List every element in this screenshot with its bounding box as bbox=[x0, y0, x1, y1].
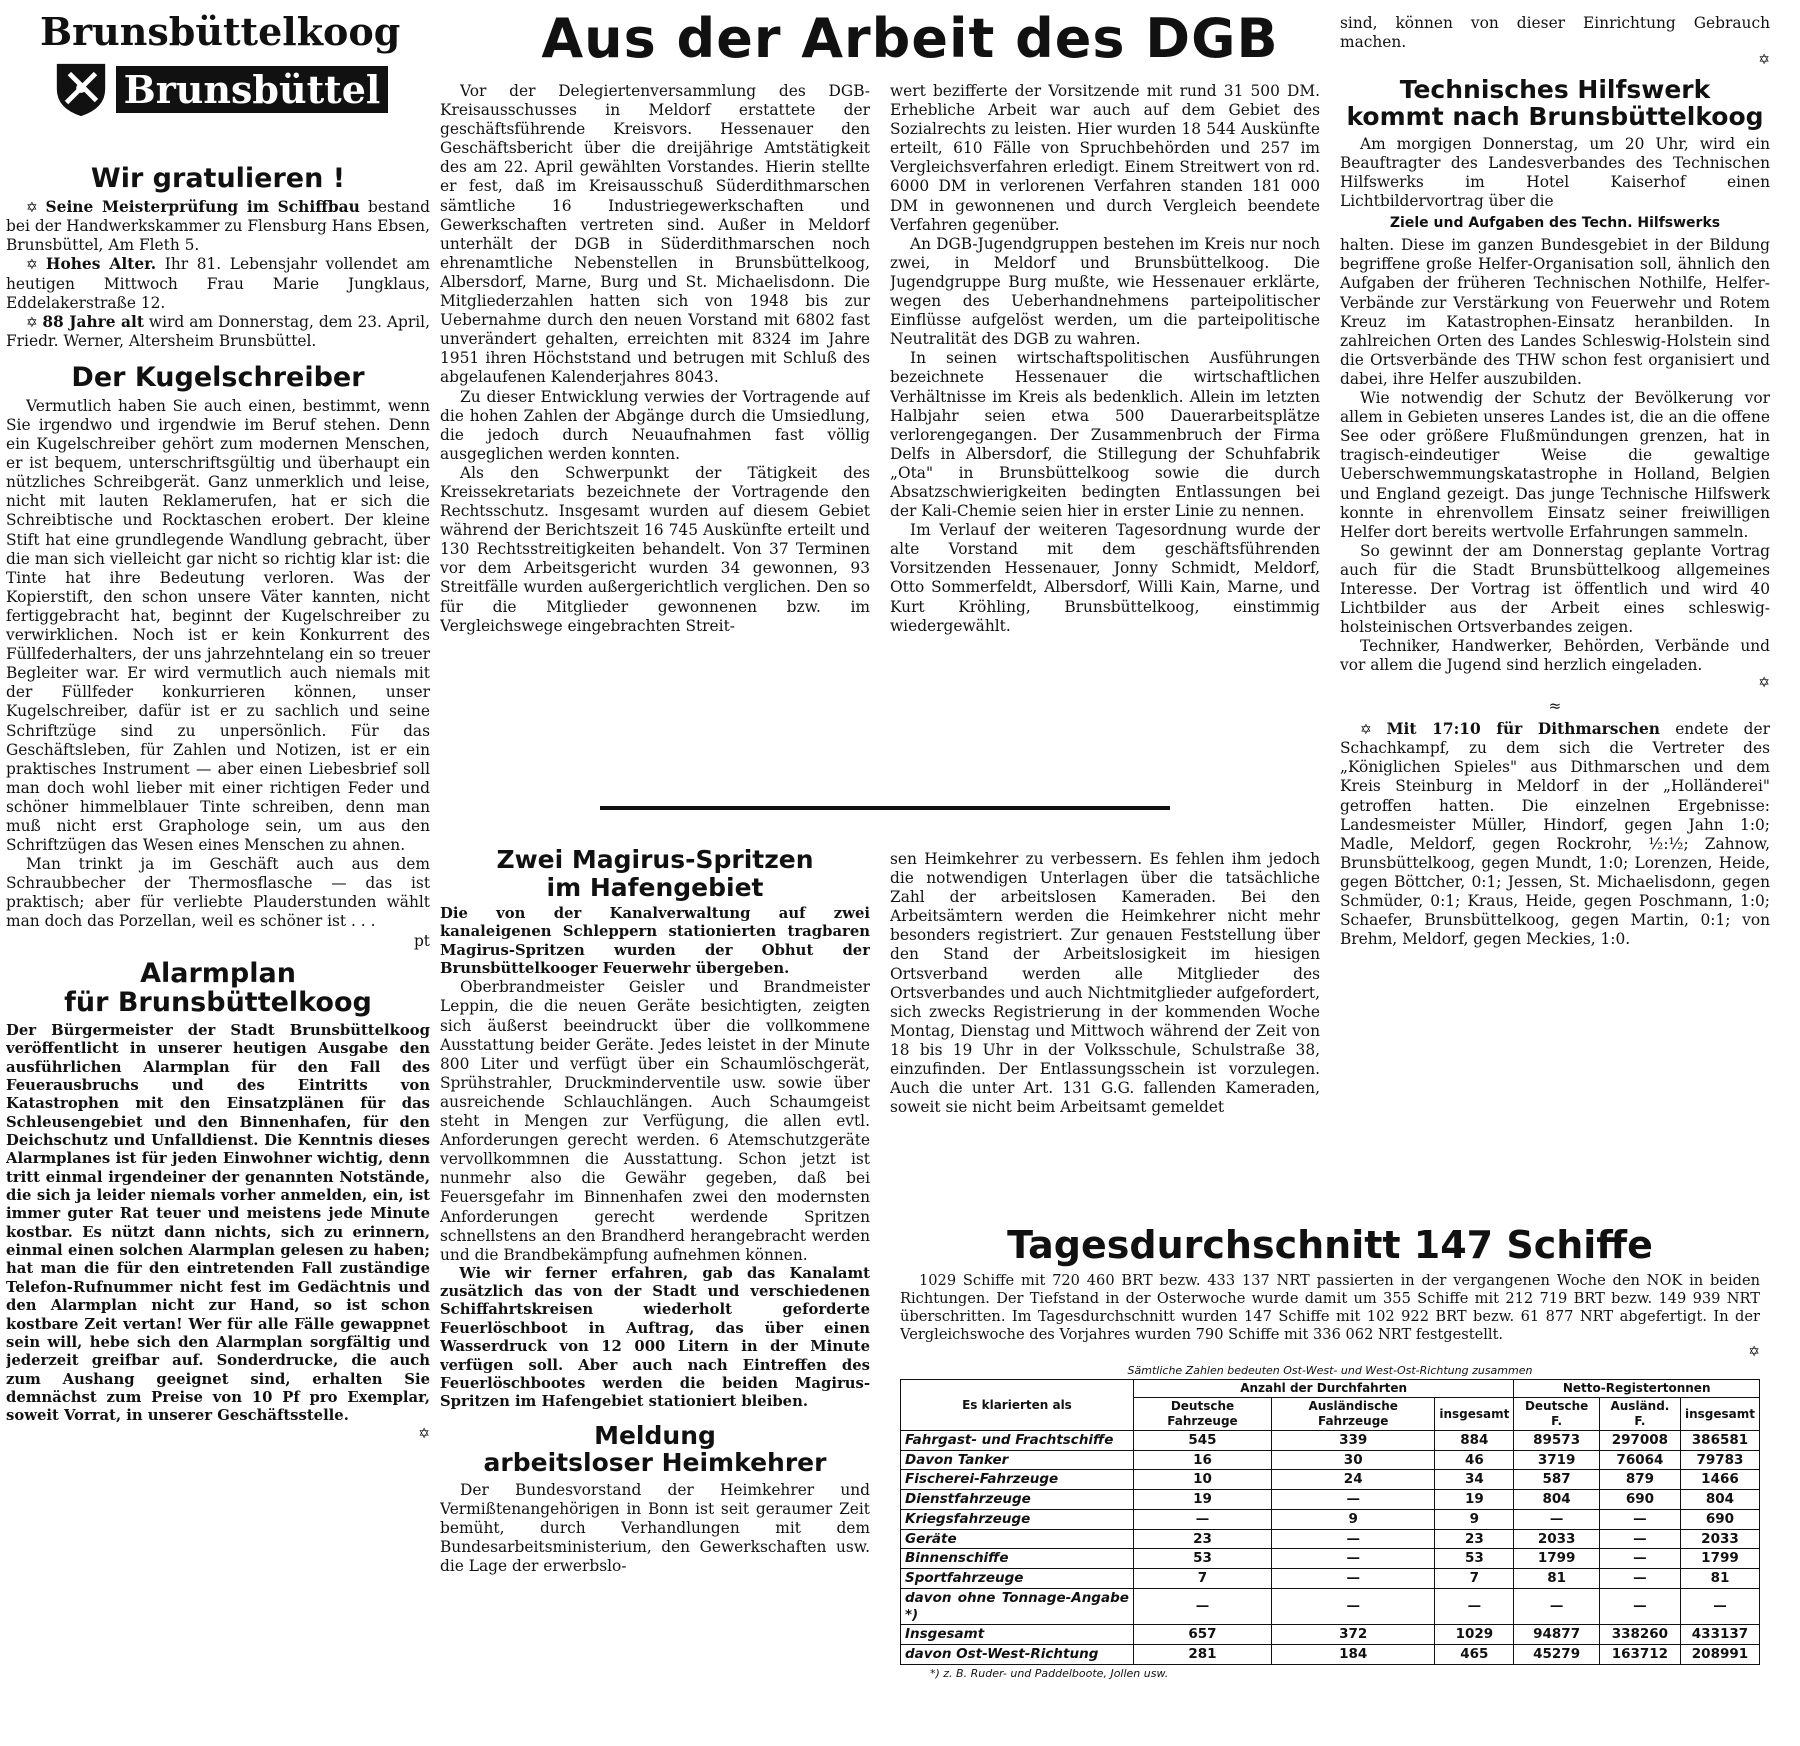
table-row bbox=[901, 1490, 1760, 1510]
row-label: davon ohne Tonnage-Angabe *) bbox=[901, 1588, 1134, 1624]
col-header-category: Es klarierten als bbox=[901, 1380, 1134, 1431]
table-cell: 879 bbox=[1599, 1470, 1680, 1490]
table-cell: 2033 bbox=[1680, 1529, 1759, 1549]
col-header: Ausländ. F. bbox=[1599, 1398, 1680, 1431]
table-cell: 208991 bbox=[1680, 1645, 1759, 1665]
meldung-paragraph: Der Bundesvorstand der Heimkehrer und Vermißtenangehörigen in Bonn ist seit geraumer Zeit bemüht, durch Verhandlungen mit dem Bundesarbeitsministerium, den Gewerkschaften usw. die Lage der erwerbslo- bbox=[440, 1480, 870, 1575]
thw-subtitle: Ziele und Aufgaben des Techn. Hilfswerks bbox=[1389, 214, 1721, 231]
dgb-paragraph-3: Als den Schwerpunkt der Tätigkeit des Kreissekretariats bezeichnete der Vortragende den Rechtsschutz. Insgesamt wurden auf diesem Gebiet während der Berichtszeit 16 745 Auskünfte erteilt und 130 Rechtsstreitigkeiten behandelt. Von 37 Terminen vor dem Arbeitsgericht wurden 34 gewonnen, 93 Streitfälle wurden außergerichtlich verglichen. Den so für die Mitglieder gewonnenen bzw. im Vergleichswege eingebrachten Streit- bbox=[440, 463, 870, 635]
table-cell: 9 bbox=[1272, 1509, 1435, 1529]
row-label: Davon Tanker bbox=[901, 1450, 1134, 1470]
thw-title-1: Technisches Hilfswerk bbox=[1399, 74, 1711, 104]
ships-table bbox=[900, 1379, 1760, 1664]
table-cell: 690 bbox=[1599, 1490, 1680, 1510]
table-cell: 89573 bbox=[1514, 1430, 1600, 1450]
ships-title: Tagesdurchschnitt 147 Schiffe bbox=[1007, 1223, 1653, 1267]
table-cell: — bbox=[1514, 1509, 1600, 1529]
table-cell: 34 bbox=[1435, 1470, 1514, 1490]
table-cell: 81 bbox=[1514, 1569, 1600, 1589]
masthead bbox=[40, 8, 400, 128]
table-cell: — bbox=[1435, 1588, 1514, 1624]
row-label: davon Ost-West-Richtung bbox=[901, 1645, 1134, 1665]
alarmplan-paragraph: Der Bürgermeister der Stadt Brunsbüttelkoog veröffentlicht in unserer heutigen Ausgabe den ausführlichen Alarmplan für den Fall des Feuerausbruchs und des Eintritts von Katastrophen mit den Einsatzplänen für das Schleusengebiet und den Binnenhafen, für den Deichschutz und Unfalldienst. Die Kenntnis dieses Alarmplanes ist für jeden Einwohner wichtig, denn tritt einmal irgendeiner der genannten Notstände, die sich ja leider niemals vorher anmelden, ein, ist immer guter Rat teuer und meistens jede Minute kostbar. Es nützt dann nichts, sich zu erinnern, einmal einen solchen Alarmplan gelesen zu haben; hat man die für den eintretenden Fall zuständige Telefon-Rufnummer nicht fest im Gedächtnis und den Alarmplan nicht zur Hand, so ist schon kostbare Zeit vertan! Wer für alle Fälle gewappnet sein will, hebe sich den Alarmplan sorgfältig und jederzeit greifbar auf. Sonderdrucke, die auch zum Aushang geeignet sind, erhalten Sie demnächst zum Preise von 10 Pf pro Exemplar, soweit Vorrat, in unserer Geschäftsstelle. bbox=[6, 1022, 430, 1425]
alarmplan-title-2: für Brunsbüttelkoog bbox=[64, 987, 372, 1019]
table-cell: — bbox=[1133, 1588, 1271, 1624]
table-cell: — bbox=[1514, 1588, 1600, 1624]
main-headline: Aus der Arbeit des DGB bbox=[541, 7, 1279, 70]
table-cell: — bbox=[1680, 1588, 1759, 1624]
table-cell: 297008 bbox=[1599, 1430, 1680, 1450]
table-cell: — bbox=[1599, 1529, 1680, 1549]
table-cell: 19 bbox=[1435, 1490, 1514, 1510]
ships-table-body bbox=[901, 1430, 1760, 1664]
table-row bbox=[901, 1450, 1760, 1470]
ships-note: Sämtliche Zahlen bedeuten Ost-West- und West-Ost-Richtung zusammen bbox=[1127, 1363, 1533, 1377]
row-label: Dienstfahrzeuge bbox=[901, 1490, 1134, 1510]
table-cell: 545 bbox=[1133, 1430, 1271, 1450]
grat-item-3 bbox=[6, 313, 430, 351]
grat-item-lead: Hohes Alter. bbox=[45, 255, 157, 274]
table-cell: 19 bbox=[1133, 1490, 1271, 1510]
table-cell: — bbox=[1133, 1509, 1271, 1529]
table-cell: 1799 bbox=[1680, 1549, 1759, 1569]
table-row bbox=[901, 1430, 1760, 1450]
kugelschreiber-title: Der Kugelschreiber bbox=[71, 362, 365, 394]
grat-item-lead: 88 Jahre alt bbox=[42, 312, 144, 331]
col-header: insgesamt bbox=[1680, 1398, 1759, 1431]
table-cell: 10 bbox=[1133, 1470, 1271, 1490]
star-icon: ✡ bbox=[26, 314, 43, 331]
thw-paragraph-2: halten. Diese im ganzen Bundesgebiet in der Bildung begriffene große Helfer-Organisation soll, ähnlich den Aufgaben der früheren Technischen Nothilfe, Helfer-Verbände zur Verstärkung von Feuerwehr und Rotem Kreuz im Katastrophen-Einsatz heranbilden. In zahlreichen Orten des Landes Schleswig-Holstein sind die Ortsverbände des THW schon fest organisiert und dabei, ihre Helfer auszubilden. bbox=[1340, 236, 1770, 388]
dgb-continuation-4: Im Verlauf der weiteren Tagesordnung wurde der alte Vorstand mit dem geschäftsführenden Vorsitzenden Hessenauer, Jonny Schmidt, Meldorf, Otto Sommerfeldt, Albersdorf, Willi Kain, Marne, und Kurt Kröhling, Brunsbüttelkoog, einstimmig wiedergewählt. bbox=[890, 521, 1320, 635]
col-header: Ausländische Fahrzeuge bbox=[1272, 1398, 1435, 1431]
col-header: Deutsche Fahrzeuge bbox=[1133, 1398, 1271, 1431]
table-cell: 81 bbox=[1680, 1569, 1759, 1589]
table-cell: 9 bbox=[1435, 1509, 1514, 1529]
row-label: Kriegsfahrzeuge bbox=[901, 1509, 1134, 1529]
table-row bbox=[901, 1625, 1760, 1645]
column-2-bottom bbox=[440, 840, 870, 1740]
dgb-continuation-1: wert bezifferte der Vorsitzende mit rund 31 500 DM. Erhebliche Arbeit war auch auf dem Gebiet des Sozialrechts zu leisten. Hier wurden 18 544 Auskünfte erteilt, 610 Fälle von Spruchbehörden und 257 im Vergleichsverfahren erledigt. Einem Streitwert von rd. 6000 DM in verlorenen Verfahren standen 181 000 DM in gewonnenen und durch Vergleich beendete Verfahren gegenüber. bbox=[890, 82, 1320, 234]
table-row bbox=[901, 1509, 1760, 1529]
grat-item-text: Ihr 81. Lebensjahr vollendet am heutigen Mittwoch Frau Marie Jungklaus, Eddelakerstraße 12. bbox=[6, 255, 430, 312]
table-cell: — bbox=[1272, 1549, 1435, 1569]
table-cell: 94877 bbox=[1514, 1625, 1600, 1645]
schach-paragraph bbox=[1340, 720, 1770, 949]
star-icon: ✡ bbox=[1758, 675, 1770, 692]
table-cell: 53 bbox=[1435, 1549, 1514, 1569]
star-icon: ✡ bbox=[26, 257, 46, 274]
table-cell: 281 bbox=[1133, 1645, 1271, 1665]
table-cell: — bbox=[1272, 1588, 1435, 1624]
column-3-bottom bbox=[890, 850, 1320, 1180]
star-icon: ✡ bbox=[1758, 52, 1770, 69]
grat-item-1 bbox=[6, 198, 430, 256]
table-cell: 23 bbox=[1133, 1529, 1271, 1549]
ships-block bbox=[900, 1272, 1760, 1734]
table-row bbox=[901, 1645, 1760, 1665]
star-icon: ✡ bbox=[1360, 721, 1387, 738]
thw-paragraph-4: So gewinnt der am Donnerstag geplante Vortrag auch für die Stadt Brunsbüttelkoog allgemeines Interesse. Der Vortrag ist öffentlich und wird 40 Lichtbilder aus der Arbeit eines schleswig-holsteinischen Ortsverbandes zeigen. bbox=[1340, 541, 1770, 637]
table-cell: 46 bbox=[1435, 1450, 1514, 1470]
masthead-top: Brunsbüttelkoog bbox=[40, 9, 401, 54]
column-2-top bbox=[440, 82, 870, 822]
star-icon: ✡ bbox=[1748, 1344, 1760, 1361]
table-cell: 587 bbox=[1514, 1470, 1600, 1490]
table-cell: 1029 bbox=[1435, 1625, 1514, 1645]
row-label: Binnenschiffe bbox=[901, 1549, 1134, 1569]
table-cell: 465 bbox=[1435, 1645, 1514, 1665]
table-cell: 76064 bbox=[1599, 1450, 1680, 1470]
row-label: Geräte bbox=[901, 1529, 1134, 1549]
table-cell: 23 bbox=[1435, 1529, 1514, 1549]
table-cell: — bbox=[1599, 1549, 1680, 1569]
table-cell: 1466 bbox=[1680, 1470, 1759, 1490]
table-cell: 2033 bbox=[1514, 1529, 1600, 1549]
col-group-durchfahrten: Anzahl der Durchfahrten bbox=[1133, 1380, 1513, 1398]
grat-item-lead: Seine Meisterprüfung im Schiffbau bbox=[45, 197, 360, 216]
table-cell: 338260 bbox=[1599, 1625, 1680, 1645]
table-cell: — bbox=[1272, 1569, 1435, 1589]
magirus-lead: Die von der Kanalverwaltung auf zwei kanaleigenen Schleppern stationierten tragbaren Magirus-Spritzen wurden der Obhut der Brunsbüttelkooger Feuerwehr übergeben. bbox=[440, 905, 870, 978]
table-row bbox=[901, 1588, 1760, 1624]
star-icon: ✡ bbox=[418, 1425, 430, 1442]
table-cell: 7 bbox=[1133, 1569, 1271, 1589]
table-cell: — bbox=[1599, 1569, 1680, 1589]
schach-text: endete der Schachkampf, zu dem sich die Vertreter des „Königlichen Spieles" aus Dithmarschen und dem Kreis Steinburg in Meldorf in der „Holländerei" getroffen hatten. Die einzelnen Ergebnisse: Landesmeister Müller, Hindorf, gegen Jahn 1:0; Madle, Meldorf, gegen Rockrohr, ½:½; Zahnow, Brunsbüttelkoog, gegen Mundt, 1:0; Lorenzen, Heide, gegen Böttcher, 0:1; Jessen, St. Michaelisdonn, gegen Schmüder, 0:1; Kraus, Heide, gegen Poschmann, 1:0; Schaefer, Brunsbüttelkoog, gegen Martin, 0:1; von Brehm, Meldorf, gegen Meckies, 1:0. bbox=[1340, 719, 1770, 949]
col-header: Deutsche F. bbox=[1514, 1398, 1600, 1431]
grat-item-2 bbox=[6, 255, 430, 313]
meldung-title-2: arbeitsloser Heimkehrer bbox=[483, 1448, 827, 1478]
row-label: Fahrgast- und Frachtschiffe bbox=[901, 1430, 1134, 1450]
table-cell: 657 bbox=[1133, 1625, 1271, 1645]
table-cell: — bbox=[1272, 1529, 1435, 1549]
ships-footnote: *) z. B. Ruder- und Paddelboote, Jollen usw. bbox=[930, 1666, 1169, 1680]
heimkehrer-paragraph: sen Heimkehrer zu verbessern. Es fehlen ihm jedoch die notwendigen Unterlagen über die tatsächliche Zahl der arbeitslosen Kameraden. Bei den Arbeitsämtern werden die Heimkehrer nicht mehr besonders registriert. Zur genauen Feststellung über den Stand der Arbeitslosigkeit im hiesigen Ortsverband werden alle Mitglieder des Ortsverbandes und auch Nichtmitglieder aufgefordert, sich zwecks Registrierung in der kommenden Woche Montag, Dienstag und Mittwoch während der Zeit von 18 bis 19 Uhr in der Volksschule, Schulstraße 38, einzufinden. Der Entlassungsschein ist vorzulegen. Auch die unter Art. 131 G.G. fallenden Kameraden, soweit sie nicht beim Arbeitsamt gemeldet bbox=[890, 850, 1320, 1117]
table-cell: 804 bbox=[1514, 1490, 1600, 1510]
table-cell: 433137 bbox=[1680, 1625, 1759, 1645]
thw-title-2: kommt nach Brunsbüttelkoog bbox=[1346, 102, 1764, 132]
magirus-title-2: im Hafengebiet bbox=[546, 872, 764, 902]
table-cell: 24 bbox=[1272, 1470, 1435, 1490]
table-row bbox=[901, 1549, 1760, 1569]
thw-paragraph-1: Am morgigen Donnerstag, um 20 Uhr, wird ein Beauftragter des Landesverbandes des Technischen Hilfswerks im Hotel Kaiserhof einen Lichtbildervortrag über die bbox=[1340, 134, 1770, 210]
table-cell: 339 bbox=[1272, 1430, 1435, 1450]
col-header: insgesamt bbox=[1435, 1398, 1514, 1431]
table-cell: 184 bbox=[1272, 1645, 1435, 1665]
table-cell: 16 bbox=[1133, 1450, 1271, 1470]
thw-paragraph-3: Wie notwendig der Schutz der Bevölkerung vor allem in Gebieten unseres Landes ist, die an die offene See oder größere Flußmündungen grenzen, hat in tragisch-eindeutiger Weise die gewaltige Ueberschwemmungskatastrophe in Holland, Belgien und England gezeigt. Das junge Technische Hilfswerk konnte in ehrenvollem Einsatz seiner freiwilligen Helfer dort bereits wertvolle Erfahrungen sammeln. bbox=[1340, 389, 1770, 541]
dgb-continuation-3: In seinen wirtschaftspolitischen Ausführungen bezeichnete Hessenauer die wirtschaftlichen Verhältnisse im Kreis als bedenklich. Allein im letzten Halbjahr seien etwa 500 Dauerarbeitsplätze verlorengegangen. Der Zusammenbruch der Firma Delfs in Albersdorf, die Stillegung der Schuhfabrik „Ota" in Brunsbüttelkoog sowie die durch Absatzschwierigkeiten bedingten Entlassungen bei der Kali-Chemie seien hier in erster Linie zu nennen. bbox=[890, 349, 1320, 521]
dgb-paragraph-2: Zu dieser Entwicklung verwies der Vortragende auf die hohen Zahlen der Abgänge durch die Umsiedlung, die jedoch durch Neuaufnahmen fast völlig ausgeglichen werden konnten. bbox=[440, 387, 870, 463]
table-cell: 804 bbox=[1680, 1490, 1759, 1510]
gratulieren-title: Wir gratulieren ! bbox=[90, 163, 346, 194]
masthead-row bbox=[40, 59, 400, 119]
thw-paragraph-5: Techniker, Handwerker, Behörden, Verbände und vor allem die Jugend sind herzlich eingeladen. bbox=[1340, 637, 1770, 675]
wave-ornament-icon: ≈ bbox=[1548, 696, 1562, 715]
table-cell: 79783 bbox=[1680, 1450, 1759, 1470]
table-cell: — bbox=[1599, 1588, 1680, 1624]
dgb-continuation-2: An DGB-Jugendgruppen bestehen im Kreis nur noch zwei, in Meldorf und Brunsbüttelkoog. Die Jugendgruppe Burg mußte, wie Hessenauer erklärte, wegen des Ueberhandnehmens parteipolitischer Einflüsse aufgelöst werden, um die parteipolitische Neutralität des DGB zu wahren. bbox=[890, 234, 1320, 349]
article-divider bbox=[600, 806, 1170, 810]
column-4 bbox=[1340, 14, 1770, 1214]
alarmplan-title-1: Alarmplan bbox=[140, 957, 296, 989]
row-label: Fischerei-Fahrzeuge bbox=[901, 1470, 1134, 1490]
magirus-paragraph-2: Wie wir ferner erfahren, gab das Kanalamt zusätzlich das von der Stadt und verschiedenen Schiffahrtskreisen wiederholt geforderte Feuerlöschboot in Auftrag, das über einen Wasserdruck von 12 000 Litern in der Minute verfügen soll. Aber auch nach Eintreffen des Feuerlöschbootes werden die beiden Magirus-Spritzen im Hafengebiet stationiert bleiben. bbox=[440, 1264, 870, 1411]
table-cell: 3719 bbox=[1514, 1450, 1600, 1470]
meldung-title-1: Meldung bbox=[594, 1420, 716, 1450]
masthead-bottom: Brunsbüttel bbox=[116, 66, 389, 113]
col-group-registertonnen: Netto-Registertonnen bbox=[1514, 1380, 1760, 1398]
dgb-paragraph-1: Vor der Delegiertenversammlung des DGB-Kreisausschusses in Meldorf erstattete der geschäftsführende Kreisvors. Hessenauer den Geschäftsbericht über die dreijährige Amtstätigkeit des am 22. April gewählten Vorstandes. Hierin stellte er fest, daß im Kreisausschuß Süderdithmarschen sämtliche 16 Industriegewerkschaften und Gewerkschaften vertreten sind. Außer in Meldorf unterhält der DGB in Süderdithmarschen noch ehrenamtliche Nebenstellen in Brunsbüttelkoog, Albersdorf, Marne, Burg und St. Michaelisdonn. Die Mitgliederzahlen hatten sich von 1948 bis zur Uebernahme durch den neuen Vorstand mit 6802 fast unverändert gehalten, erreichten mit 8324 im Jahre 1951 ihren Höchststand und betrugen mit Schluß des abgelaufenen Kalenderjahres 8043. bbox=[440, 82, 870, 387]
table-row bbox=[901, 1529, 1760, 1549]
table-cell: 30 bbox=[1272, 1450, 1435, 1470]
star-icon: ✡ bbox=[26, 199, 46, 216]
table-cell: 386581 bbox=[1680, 1430, 1759, 1450]
coat-of-arms-icon bbox=[52, 59, 110, 119]
magirus-paragraph-1: Oberbrandmeister Geisler und Brandmeister Leppin, die die neuen Geräte besichtigten, zeigten sich äußerst beeindruckt über die vollkommene Ausstattung beider Geräte. Jedes leistet in der Minute 800 Liter und verfügt über ein Schaumlöschgerät, Sprühstrahler, Druckminderventile usw. sowie über ausreichende Schlauchlängen. Auch Schaumgeist steht in Mengen zur Verfügung, die allen evtl. Anforderungen gerecht werden. 6 Atemschutzgeräte vervollkommnen die Ausstattung. Schon jetzt ist nunmehr also die Gewähr gegeben, daß bei Feuersgefahr im Binnenhafen zwei den modernsten Anforderungen gerecht werdende Spritzen schnellstens an den Brandherd herangebracht werden und die Brandbekämpfung aufnehmen können. bbox=[440, 978, 870, 1264]
column-3-top bbox=[890, 82, 1320, 822]
table-row bbox=[901, 1470, 1760, 1490]
ships-intro: 1029 Schiffe mit 720 460 BRT bezw. 433 137 NRT passierten in der vergangenen Woche den NOK in beiden Richtungen. Der Tiefstand in der Osterwoche wurde damit um 355 Schiffe mit 212 719 BRT bezw. 149 939 NRT überschritten. Im Tagesdurchschnitt wurden 147 Schiffe mit 102 922 BRT bezw. 61 877 NRT abgefertigt. In der Vergleichswoche des Vorjahres wurden 790 Schiffe mit 336 062 NRT festgestellt. bbox=[900, 1272, 1760, 1344]
kugel-paragraph-2: Man trinkt ja im Geschäft auch aus dem Schraubbecher der Thermosflasche — das ist praktisch; aber für verliebte Plauderstunden wählt man doch das Porzellan, weil es schöner ist . . . bbox=[6, 855, 430, 931]
grat-item-text: wird am Donnerstag, dem 23. April, Friedr. Werner, Altersheim Brunsbüttel. bbox=[6, 312, 430, 351]
magirus-title-1: Zwei Magirus-Spritzen bbox=[496, 845, 814, 874]
kugel-paragraph-1: Vermutlich haben Sie auch einen, bestimmt, wenn Sie irgendwo und irgendwie im Beruf stehen. Denn ein Kugelschreiber gehört zum modernen Menschen, er ist bequem, unterschriftsgültig und überhaupt ein nützliches Schreibgerät. Ganz unmerklich und leise, nicht mit lauten Reklamerufen, hat er sich die Schreibtische und Rocktaschen erobert. Der kleine Stift hat eine grundlegende Wandlung gebracht, über die man sich vielleicht gar nicht so richtig klar ist: die Tinte hat ihre Bedeutung verloren. Was der Kopierstift, den schon unsere Väter kannten, nicht fertiggebracht hat, beginnt der Kugelschreiber zu verwirklichen. Noch ist er kein Konkurrent des Füllfederhalters, der uns jahrzehntelang ein so treuer Begleiter war. Er wird vermutlich auch niemals mit der Füllfeder konkurrieren können, unser Kugelschreiber, dafür ist er zu sachlich und seine Schriftzüge sind zu unpersönlich. Für das Geschäftsleben, für Zahlen und Notizen, ist er ein praktisches Instrument — aber einen Liebesbrief soll man doch wohl lieber mit einer richtigen Feder und schöner himmelblauer Tinte schreiben, denn man muß nicht erst Graphologe sein, um aus den Schriftzügen das Wesen eines Menschen zu ahnen. bbox=[6, 396, 430, 855]
table-cell: 690 bbox=[1680, 1509, 1759, 1529]
grat-item-text: bestand bei der Handwerkskammer zu Flensburg Hans Ebsen, Brunsbüttel, Am Fleth 5. bbox=[6, 197, 430, 255]
table-cell: 1799 bbox=[1514, 1549, 1600, 1569]
heimkehrer-end: sind, können von dieser Einrichtung Gebrauch machen. bbox=[1340, 14, 1770, 52]
table-cell: 53 bbox=[1133, 1549, 1271, 1569]
kugel-signature: pt bbox=[413, 931, 430, 950]
table-row bbox=[901, 1569, 1760, 1589]
row-label: Insgesamt bbox=[901, 1625, 1134, 1645]
table-cell: 884 bbox=[1435, 1430, 1514, 1450]
schach-lead: Mit 17:10 für Dithmarschen bbox=[1386, 719, 1660, 738]
table-cell: 372 bbox=[1272, 1625, 1435, 1645]
table-cell: 163712 bbox=[1599, 1645, 1680, 1665]
column-1 bbox=[6, 158, 430, 1738]
table-cell: — bbox=[1272, 1490, 1435, 1510]
table-cell: — bbox=[1599, 1509, 1680, 1529]
row-label: Sportfahrzeuge bbox=[901, 1569, 1134, 1589]
table-cell: 7 bbox=[1435, 1569, 1514, 1589]
table-cell: 45279 bbox=[1514, 1645, 1600, 1665]
